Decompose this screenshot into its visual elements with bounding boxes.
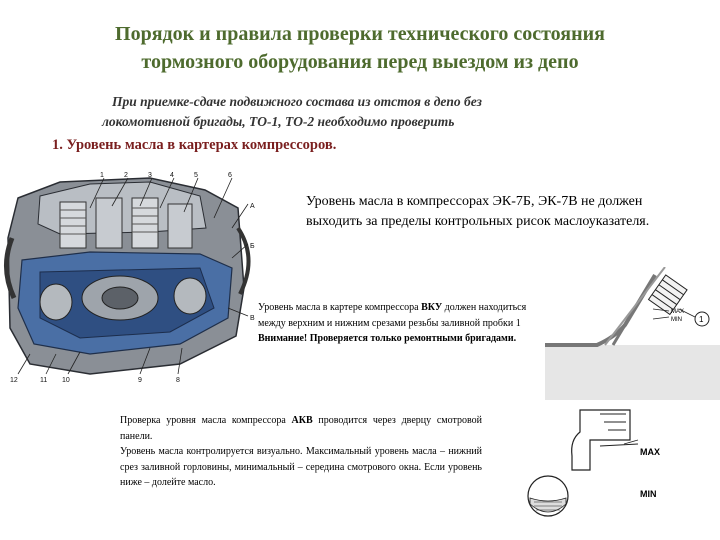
title-line-2: тормозного оборудования перед выездом из депо <box>141 51 579 73</box>
akv-text <box>120 413 482 491</box>
ek7-spec-text: Уровень масла в компрессорах ЭК-7Б, ЭК-7В не должен выходить за пределы контрольных рисок маслоуказателя. <box>306 194 650 229</box>
engine-label-a: А <box>250 203 255 210</box>
engine-label-9: 9 <box>138 377 142 384</box>
vku-oil-plug-diagram <box>545 267 720 400</box>
engine-label-4: 4 <box>170 172 174 179</box>
akv-suffix: проводится через дверцу смотровой панели. <box>120 415 482 442</box>
engine-label-8: 8 <box>176 377 180 384</box>
title-line-1: Порядок и правила проверки технического состояния <box>115 23 605 45</box>
intro-text <box>102 92 672 132</box>
engine-label-b: Б <box>250 243 255 250</box>
engine-label-10: 10 <box>62 377 70 384</box>
vku-warning: Внимание! Проверяется только ремонтными бригадами. <box>258 333 517 344</box>
akv-paragraph-2: Уровень масла контролируется визуально. Максимальный уровень масла – нижний срез заливной горловины, минимальный – середина смотрового окна. Если уровень ниже – долейте масло. <box>120 446 482 488</box>
diagram1-max-label: MAX <box>671 309 685 315</box>
slide-title <box>20 20 700 76</box>
diagram2-max-label: MAX <box>640 447 660 457</box>
engine-label-5: 5 <box>194 172 198 179</box>
item-1-heading: 1. Уровень масла в картерах компрессоров. <box>52 137 337 153</box>
vku-part-2: должен находиться между верхним и нижним срезами резьбы заливной пробки 1 <box>258 302 527 329</box>
vku-bold: ВКУ <box>421 302 443 313</box>
engine-label-v: В <box>250 315 255 322</box>
engine-label-2: 2 <box>124 172 128 179</box>
engine-label-6: 6 <box>228 172 232 179</box>
intro-line-2: локомотивной бригады, ТО-1, ТО-2 необходимо проверить <box>102 114 455 129</box>
vku-text <box>258 300 543 347</box>
vku-part-1: Уровень масла в картере компрессора <box>258 302 422 313</box>
diagram2-min-label: MIN <box>640 489 657 499</box>
engine-label-1: 1 <box>100 172 104 179</box>
akv-prefix: Проверка уровня масла компрессора <box>120 415 292 426</box>
diagram1-min-label: MIN <box>671 317 682 323</box>
diagram1-callout: 1 <box>699 315 704 324</box>
intro-line-1: При приемке-сдаче подвижного состава из отстоя в депо без <box>112 94 482 109</box>
engine-label-3: 3 <box>148 172 152 179</box>
compressor-cutaway-image <box>0 168 262 390</box>
engine-label-12: 12 <box>10 377 18 384</box>
engine-label-11: 11 <box>40 377 48 384</box>
akv-bold: АКВ <box>291 415 313 426</box>
akv-sight-window-diagram <box>520 400 720 540</box>
